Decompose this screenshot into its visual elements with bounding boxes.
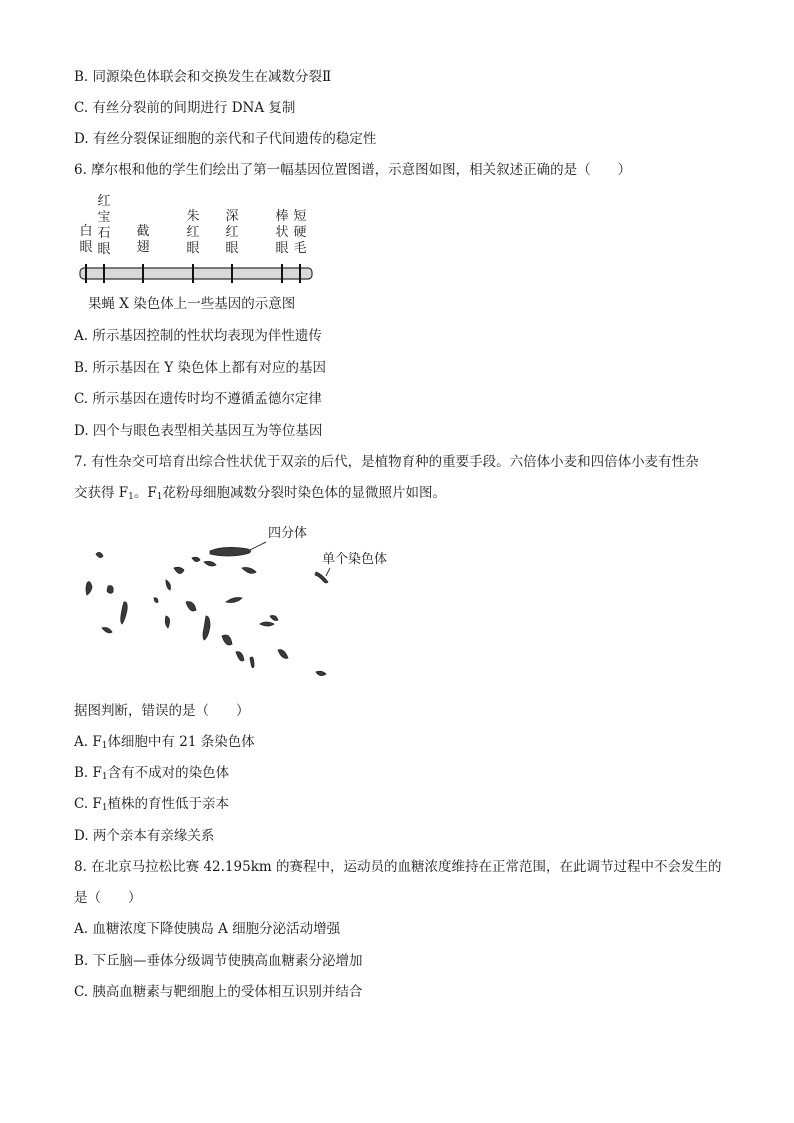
q5-option-d: D. 有丝分裂保证细胞的亲代和子代间遗传的稳定性 [74,131,377,147]
q6-option-d: D. 四个与眼色表型相关基因互为等位基因 [74,423,323,439]
gene-label-carmine-eye: 深红眼 [225,209,239,256]
q7-question: 据图判断，错误的是（ ） [74,703,250,719]
q8-stem-line2: 是（ ） [74,890,142,906]
gene-label-cut-wing: 截翅 [136,224,150,255]
q8-option-b: B. 下丘脑—垂体分级调节使胰高血糖素分泌增加 [74,953,363,969]
gene-label-white-eye: 白眼 [79,224,93,255]
q6-option-c: C. 所示基因在遗传时均不遵循孟德尔定律 [74,391,322,407]
q7-option-d: D. 两个亲本有亲缘关系 [74,828,215,844]
gene-label-bar-eye: 棒状眼 [275,209,289,256]
chromosome-spread [74,520,394,690]
chromosome-bar [74,258,334,298]
q7-stem-line1: 7. 有性杂交可培育出综合性状优于双亲的后代，是植物育种的重要手段。六倍体小麦和四倍体小麦有性杂 [74,454,699,470]
q6-option-b: B. 所示基因在 Y 染色体上都有对应的基因 [74,360,326,376]
label-tetrad: 四分体 [268,526,308,541]
single-chromosome [315,572,328,583]
q7-option-c: C. $F_1$植株的育性低于亲本 [74,796,230,813]
diagram-caption: 果蝇 X 染色体上一些基因的示意图 [88,296,296,312]
q7-stem-line2: 交获得 $F_1$。$F_1$花粉母细胞减数分裂时染色体的显微照片如图。 [74,485,447,502]
x-chromosome-gene-map [74,190,334,320]
q8-stem-line1: 8. 在北京马拉松比赛 42.195km 的赛程中，运动员的血糖浓度维持在正常范围，在此调节过程中不会发生的 [74,859,722,875]
gene-label-ruby-eye: 红宝石眼 [97,194,111,257]
gene-label-bristle: 短硬毛 [293,209,307,256]
q5-option-c: C. 有丝分裂前的间期进行 DNA 复制 [74,100,296,116]
q6-option-a: A. 所示基因控制的性状均表现为伴性遗传 [74,328,322,344]
q6-stem: 6. 摩尔根和他的学生们绘出了第一幅基因位置图谱，示意图如图，相关叙述正确的是（ ） [74,162,632,178]
q5-option-b: B. 同源染色体联会和交换发生在减数分裂Ⅱ [74,69,332,85]
gene-label-vermilion-eye: 朱红眼 [186,209,200,256]
q7-option-a: A. $F_1$体细胞中有 21 条染色体 [74,734,255,751]
tetrad-chromosome [210,547,251,556]
meiosis-micrograph [74,520,394,690]
q8-option-a: A. 血糖浓度下降使胰岛 A 细胞分泌活动增强 [74,921,341,937]
q7-option-b: B. $F_1$含有不成对的染色体 [74,765,230,782]
q8-option-c: C. 胰高血糖素与靶细胞上的受体相互识别并结合 [74,984,363,1000]
label-single-chromosome: 单个染色体 [322,552,388,567]
